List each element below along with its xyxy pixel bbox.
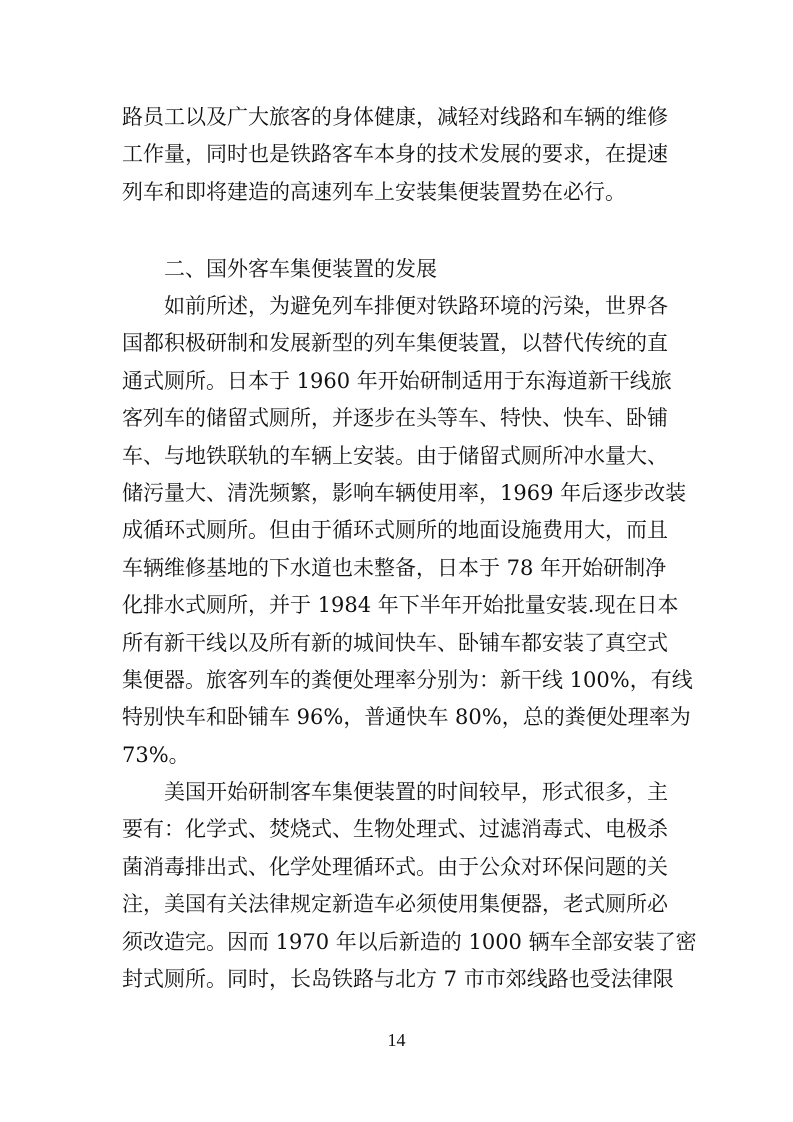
text-line: 如前所述，为避免列车排便对铁路环境的污染，世界各 bbox=[122, 294, 668, 318]
text-line: 国都积极研制和发展新型的列车集便装置，以替代传统的直 bbox=[122, 331, 668, 356]
text-line: 封式厕所。同时，长岛铁路与北方 7 市市郊线路也受法律限 bbox=[122, 966, 674, 991]
text-line: 美国开始研制客车集便装置的时间较早，形式很多，主 bbox=[122, 780, 668, 804]
text-line: 车辆维修基地的下水道也未整备，日本于 78 年开始研制净 bbox=[122, 555, 667, 580]
page-number: 14 bbox=[387, 1030, 406, 1050]
text-line: 要有：化学式、焚烧式、生物处理式、过滤消毒式、电极杀 bbox=[122, 817, 668, 842]
text-line: 73%。 bbox=[122, 742, 190, 767]
text-line: 成循环式厕所。但由于循环式厕所的地面设施费用大，而且 bbox=[122, 518, 668, 543]
text-line: 客列车的储留式厕所，并逐步在头等车、特快、快车、卧铺 bbox=[122, 406, 668, 431]
text-line: 集便器。旅客列车的粪便处理率分别为：新干线 100%，有线 bbox=[122, 667, 693, 692]
text-line: 储污量大、清洗频繁，影响车辆使用率，1969 年后逐步改装 bbox=[122, 480, 687, 505]
text-line: 列车和即将建造的高速列车上安装集便装置势在必行。 bbox=[122, 179, 626, 204]
text-line: 化排水式厕所，并于 1984 年下半年开始批量安装.现在日本 bbox=[122, 593, 679, 618]
paragraph-top bbox=[122, 99, 674, 211]
text-line: 工作量，同时也是铁路客车本身的技术发展的要求，在提速 bbox=[122, 142, 668, 167]
section-heading: 二、国外客车集便装置的发展 bbox=[164, 257, 437, 281]
section-heading-block bbox=[122, 251, 674, 288]
text-line: 路员工以及广大旅客的身体健康，减轻对线路和车辆的维修 bbox=[122, 105, 668, 129]
text-line: 注，美国有关法律规定新造车必须使用集便器，老式厕所必 bbox=[122, 892, 668, 917]
paragraph-usa bbox=[122, 774, 697, 998]
text-line: 菌消毒排出式、化学处理循环式。由于公众对环保问题的关 bbox=[122, 854, 668, 879]
text-line: 特别快车和卧铺车 96%，普通快车 80%，总的粪便处理率为 bbox=[122, 705, 691, 730]
text-line: 通式厕所。日本于 1960 年开始研制适用于东海道新干线旅 bbox=[122, 368, 672, 393]
paragraph-japan bbox=[122, 288, 693, 774]
text-line: 所有新干线以及所有新的城间快车、卧铺车都安装了真空式 bbox=[122, 630, 668, 655]
text-line: 车、与地铁联轨的车辆上安装。由于储留式厕所冲水量大、 bbox=[122, 443, 668, 468]
text-line: 须改造完。因而 1970 年以后新造的 1000 辆车全部安装了密 bbox=[122, 929, 697, 954]
